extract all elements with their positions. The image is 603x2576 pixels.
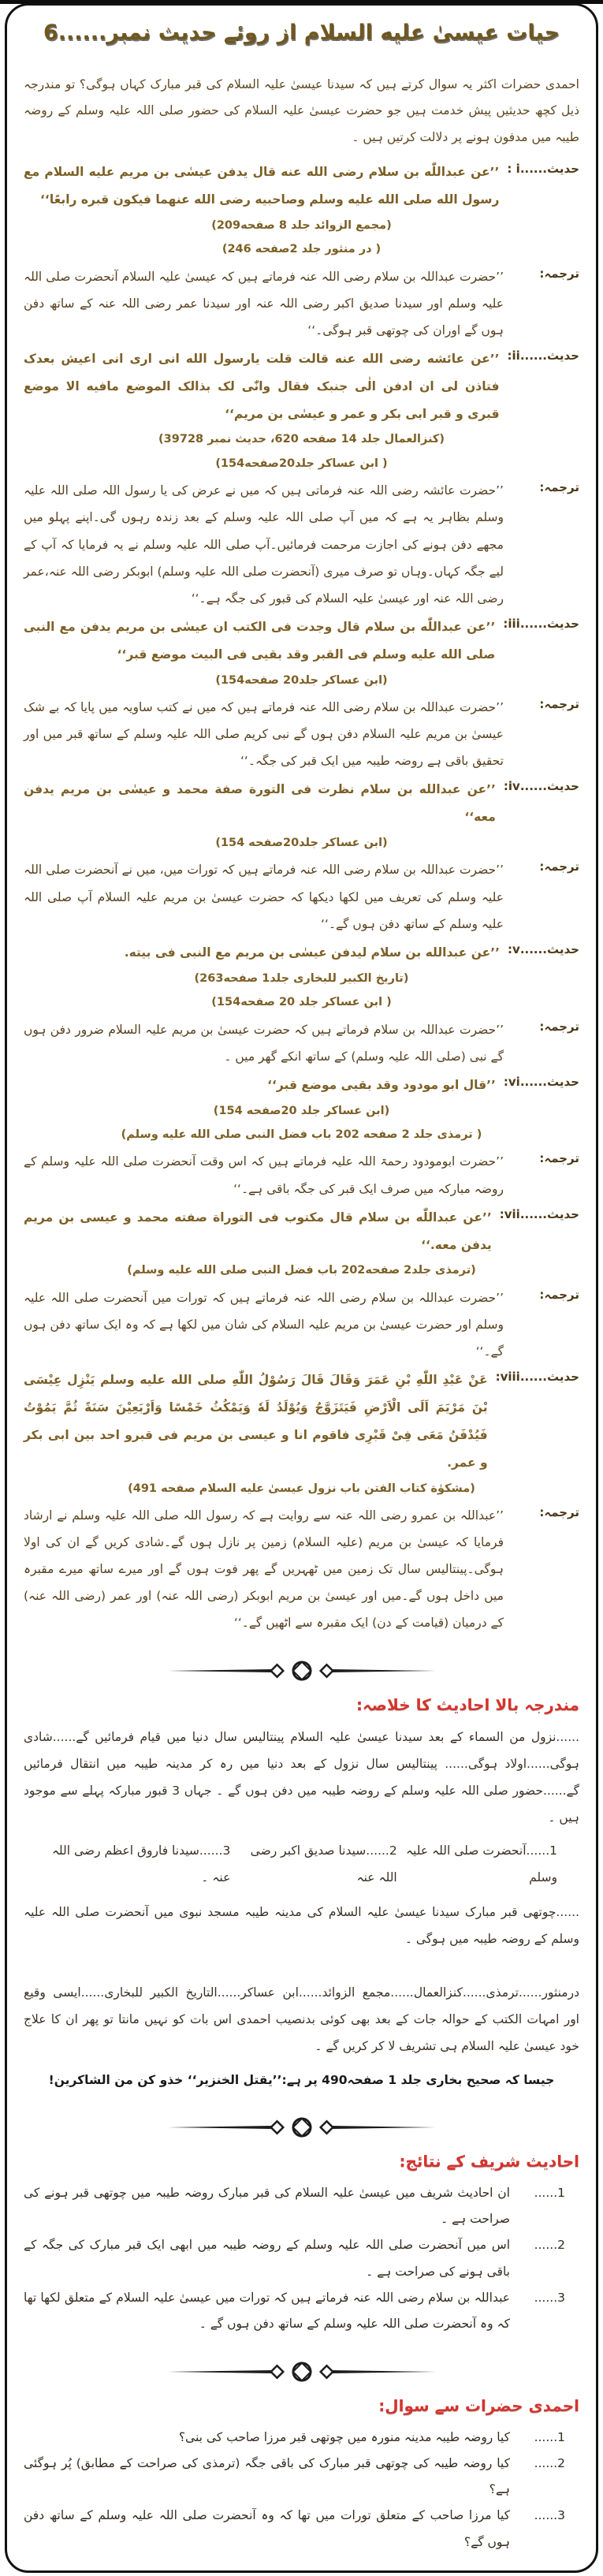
page-title: حيات عيسىٰ عليه السلام از روئے حديث نمبر......6 bbox=[43, 21, 560, 45]
hadith-block-2 bbox=[24, 345, 579, 612]
translation-label: ترجمہ: bbox=[539, 1287, 579, 1302]
hadith-arabic-text: ’’عن عبدالله بن سلام لیدفن عیسٰی بن مریم مع النبی فی بیته. bbox=[124, 945, 501, 960]
translation-text: ’’حضرت عبداللہ بن سلام رضی اللہ عنہ فرماتے ہیں کہ عیسیٰ علیہ السلام آنحضرت صلی اللہ علیہ وسلم اور سیدنا صدیق اکبر رضی اللہ عنہ اور سیدنا عمر رضی اللہ عنہ کے ساتھ دفن ہوں گے اوران کی چوتھی قبر ہوگی۔‘‘ bbox=[24, 269, 504, 337]
translation-row bbox=[24, 1148, 579, 1202]
hadith-row bbox=[24, 1204, 579, 1259]
hadith-arabic-text: عَنْ عَبْدِ اللّٰهِ بْنِ عَمَرَ وَقَالَ قَالَ رَسُوْلُ اللّٰهِ صلی الله علیه وسلم یَنْزِل عِیْسَی بْنَ مَرْیَمَ اَلَی الْاَرْضِ فَیَتَزَوَّجُ وَیُوْلَدُ لَهٗ وَیَمْکُثُ خَمْسًا وَاَرْبَعِیْنَ سَنَةً ثُمَّ یَمُوْتُ فَیُدْفَنُ مَعَی فِیْ قَبْرِی فاقوم انا و عیسی بن مریم فی قبرو احد بین ابی بکر و عمر. bbox=[24, 1373, 488, 1470]
hadith-reference: ( ترمذی جلد 2 صفحه 202 باب فضل النبی صلی الله علیه وسلم) bbox=[121, 1128, 482, 1141]
summary-paragraph-1: ......نزول من السماء کے بعد سیدنا عیسیٰ علیہ السلام پینتالیس سال دنیا میں قیام فرمائیں گے......شادی ہوگی......اولاد ہوگی...... پینتالیس سال نزول کے بعد دنیا میں رہ کر مدینہ طیبہ میں انتقال فرمائیں گے......حضور صلی اللہ علیہ وسلم کے روضہ طیبہ میں دفن ہوں گے ۔ جہاں 3 قبور مبارکہ پہلے سے موجود ہیں ۔ bbox=[24, 1729, 580, 1825]
translation-label: ترجمہ: bbox=[539, 1505, 579, 1520]
hadith-label: حدیث......iv: bbox=[503, 779, 579, 794]
hadith-reference: (ابن عساکر جلد20 صفحه154) bbox=[215, 673, 388, 687]
result-number: 3...... bbox=[534, 2290, 565, 2305]
question-item-2 bbox=[24, 2451, 579, 2503]
summary-heading: مندرجہ بالا احادیث کا خلاصہ: bbox=[355, 1694, 579, 1714]
results-heading: احادیث شریف کے نتائج: bbox=[399, 2151, 579, 2171]
hadith-row bbox=[24, 345, 579, 428]
spacer bbox=[24, 1959, 579, 1979]
translation-text: ’’حضرت عبداللہ بن سلام فرماتے ہیں کہ حضرت عیسیٰ بن مریم علیہ السلام ضرور دفن ہوں گے نبی (صلی اللہ علیہ وسلم) کے ساتھ انکے گھر میں ۔ bbox=[24, 1022, 504, 1064]
hadith-row bbox=[24, 776, 579, 831]
translation-label: ترجمہ: bbox=[539, 697, 579, 711]
translation-text: ’’حضرت عبداللہ بن سلام رضی اللہ عنہ فرماتے ہیں کہ تورات میں آنحضرت صلی اللہ علیہ وسلم اور حضرت عیسیٰ بن مریم علیہ السلام کی شان میں لکھا ہے کہ وہ ایک ساتھ دفن ہوں گے۔‘‘ bbox=[24, 1290, 504, 1359]
hadith-block-5 bbox=[24, 939, 579, 1070]
result-item-1 bbox=[24, 2180, 579, 2233]
tomb-item-1: 1......آنحضرت صلی اللہ علیہ وسلم bbox=[405, 1843, 557, 1884]
translation-row bbox=[24, 477, 579, 611]
hadith-row bbox=[24, 613, 579, 669]
translation-row bbox=[24, 694, 579, 774]
result-text: اس میں آنحضرت صلی اللہ علیہ وسلم کے روضہ طیبہ میں ابھی ایک قبر مبارک کی جگہ کے باقی ہونے کی صراحت ہے ۔ bbox=[24, 2238, 510, 2279]
three-tombs-line bbox=[24, 1837, 579, 1891]
hadith-block-8 bbox=[24, 1366, 579, 1636]
translation-label: ترجمہ: bbox=[539, 1019, 579, 1034]
question-item-1 bbox=[24, 2425, 579, 2451]
hadith-reference: (ترمذی جلد2 صفحه202 باب فضل النبی صلی الله علیه وسلم) bbox=[127, 1264, 476, 1277]
translation-text: ’’حضرت عبداللہ بن سلام رضی اللہ عنہ فرماتے ہیں کہ میں نے کتب ساویہ میں پایا کہ بے شک عیسیٰ بن مریم علیہ السلام دفن ہوں گے نبی کریم صلی اللہ علیہ وسلم کے ساتھ قبر میں اور تحقیق باقی ہے روضہ طیبہ میں ایک قبر کی جگہ۔‘‘ bbox=[24, 700, 504, 769]
divider-ornament-icon bbox=[168, 2114, 436, 2141]
hadith-label: حدیث......i : bbox=[507, 161, 579, 176]
section-divider bbox=[24, 2358, 579, 2385]
results-section bbox=[24, 2152, 579, 2338]
hadith-arabic-text: ’’عن عبداللّٰه بن سلام قال مکتوب فی التوراة صفته محمد و عیسی بن مریم یدفن معه.‘‘ bbox=[24, 1210, 492, 1252]
hadith-reference: ( ابن عساکر جلد 20 صفحه154) bbox=[211, 996, 392, 1009]
tomb-item-2: 2......سیدنا صدیق اکبر رضی اللہ عنہ bbox=[250, 1843, 397, 1884]
result-item-3 bbox=[24, 2285, 579, 2338]
hadith-block-3 bbox=[24, 613, 579, 774]
hadith-block-6 bbox=[24, 1072, 579, 1202]
intro-paragraph: احمدی حضرات اکثر یہ سوال کرتے ہیں کہ سیدنا عیسیٰ علیہ السلام کی قبر مبارک کہاں ہوگی؟ تو مندرجہ ذیل کچھ حدیثیں پیش خدمت ہیں جو حضرت عیسیٰ علیہ السلام کی حضور صلی اللہ علیہ وسلم کے روضہ طیبہ میں مدفون ہونے پر دلالت کرتیں ہیں ۔ bbox=[24, 77, 579, 144]
translation-text: ’’حضرت عبداللہ بن سلام رضی اللہ عنہ فرماتے ہیں کہ تورات میں، میں نے آنحضرت صلی اللہ علیہ وسلم کی تعریف میں لکھا دیکھا کہ حضرت عیسیٰ بن مریم علیہ السلام آپ صلی اللہ علیہ وسلم کے ساتھ دفن ہوں گے۔‘‘ bbox=[24, 863, 504, 931]
translation-text: ’’حضرت عائشہ رضی اللہ عنہ فرماتی ہیں کہ میں نے عرض کی یا رسول اللہ صلی اللہ علیہ وسلم بظاہر یہ ہے کہ میں آپ صلی اللہ علیہ وسلم کے بعد زندہ رہوں گی۔اپنے پہلو میں مجھے دفن ہونے کی اجازت مرحمت فرمائیں۔آپ صلی اللہ علیہ وسلم نے یہ فرمایا کہ آپ کے لیے جگہ کہاں۔وہاں تو صرف میری (آنحضرت صلی اللہ علیہ وسلم) ابوبکر رضی اللہ عنہ،عمر رضی اللہ عنہ اور عیسیٰ علیہ السلام کی قبور کی جگہ ہے۔‘‘ bbox=[24, 483, 504, 606]
question-number: 3...... bbox=[534, 2508, 565, 2523]
divider-ornament-icon bbox=[168, 1657, 436, 1684]
question-text: کیا روضہ طیبہ مدینہ منورہ میں چوتھی قبر مرزا صاحب کی بنی؟ bbox=[178, 2429, 510, 2444]
hadith-block-7 bbox=[24, 1204, 579, 1365]
translation-text: ’’حضرت ابومودود رحمۃ اللہ علیہ فرماتے ہیں کہ اس وقت آنحضرت صلی اللہ علیہ وسلم کے روضہ مبارکہ میں صرف ایک قبر کی جگہ باقی ہے۔‘‘ bbox=[24, 1154, 504, 1196]
translation-label: ترجمہ: bbox=[539, 859, 579, 874]
hadith-arabic-text: ’’عن عائشه رضی الله عنه قالت قلت یارسول الله انی اری انی اعیش بعدک فتاذن لی ان ادفن الٰی جنبک فقال وانّٰی لک بذالک الموضع مافیه الا موضع قبری و قبر ابی بکر و عمر و عیسٰی بن مریم‘‘ bbox=[24, 351, 500, 421]
result-number: 2...... bbox=[534, 2238, 565, 2253]
hadith-arabic-text: ’’قال ابو مودود وقد بقیی موضع قبر‘‘ bbox=[267, 1077, 496, 1092]
hadith-row bbox=[24, 1366, 579, 1477]
questions-section bbox=[24, 2396, 579, 2556]
hadith-label: حدیث......ii: bbox=[507, 348, 579, 363]
hadith-reference: ( ابن عساکر جلد20صفحه154) bbox=[215, 457, 388, 470]
section-divider bbox=[24, 1657, 579, 1684]
question-number: 1...... bbox=[534, 2429, 565, 2444]
hadith-block-4 bbox=[24, 776, 579, 937]
questions-heading: احمدی حضرات سے سوال: bbox=[378, 2395, 579, 2415]
hadith-block-1 bbox=[24, 158, 579, 344]
question-number: 2...... bbox=[534, 2455, 565, 2470]
hadith-row bbox=[24, 158, 579, 214]
hadith-row bbox=[24, 939, 579, 967]
translation-text: ’’عبداللہ بن عمرو رضی اللہ عنہ سے روایت ہے کہ رسول اللہ صلی اللہ علیہ وسلم نے ارشاد فرمایا کہ عیسیٰ بن مریم (علیہ السلام) زمین پر نازل ہوں گے۔شادی کریں گے ان کی اولا ہوگی۔پینتالیس سال تک زمین میں ٹھہریں گے پھر فوت ہوں گے اور میرے ساتھ میرے مقبرہ میں داخل ہوں گے۔میں اور عیسیٰ بن مریم ابوبکر (رضی اللہ عنہ) اور عمر (رضی اللہ عنہ) کے درمیان (قیامت کے دن) ایک مقبرہ سے اٹھیں گے۔‘‘ bbox=[24, 1508, 504, 1631]
question-text: کیا مرزا صاحب کے متعلق تورات میں تھا کہ وہ آنحضرت صلی اللہ علیہ وسلم کے ساتھ دفن ہوں گے؟ bbox=[24, 2508, 510, 2549]
translation-row bbox=[24, 1016, 579, 1070]
divider-ornament-icon bbox=[168, 2358, 436, 2385]
hadith-reference: (ابن عساکر جلد20صفحه 154) bbox=[215, 837, 388, 850]
result-number: 1...... bbox=[534, 2185, 565, 2200]
translation-row bbox=[24, 856, 579, 937]
hadith-reference: ( در منثور جلد 2صفحه 246) bbox=[221, 243, 382, 256]
section-divider bbox=[24, 2114, 579, 2141]
summary-section bbox=[24, 1695, 579, 2093]
summary-paragraph-3: درمنثور......ترمذی......کنزالعمال......مجمع الزوائد......ابن عساکر......التاریخ الکبیر للبخاری......ایسی وقیع اور امہات الکتب کے حوالہ جات کے بعد بھی کوئی بدنصیب احمدی اس بات کو نہیں مانتا تو پھر ان کا علاج خود عیسیٰ علیہ السلام ہی تشریف لا کر کریں گے ۔ bbox=[24, 1985, 579, 2054]
translation-label: ترجمہ: bbox=[539, 266, 579, 281]
hadith-reference: (تاریخ الکبیر للبخاری جلد1 صفحه263) bbox=[194, 971, 409, 985]
result-item-2 bbox=[24, 2232, 579, 2285]
hadith-arabic-text: ’’عن عبدالله بن سلام نظرت فی التورة صفة محمد و عیسٰی بن مریم یدفن معه‘‘ bbox=[24, 782, 496, 825]
question-item-3 bbox=[24, 2503, 579, 2555]
hadith-label: حدیث......vi: bbox=[503, 1074, 579, 1089]
tomb-item-3: 3......سیدنا فاروق اعظم رضی اللہ عنہ ۔ bbox=[51, 1843, 231, 1884]
hadith-arabic-text: ’’عن عبداللّٰه بن سلام رضی الله عنه قال یدفن عیسٰی بن مریم علیه السلام مع رسول الله صلی الله علیه وسلم وصاحبیه رضی الله عنهما فیکون قبره رابعًا‘‘ bbox=[24, 164, 500, 207]
hadith-row bbox=[24, 1072, 579, 1099]
hadith-reference: (کنزالعمال جلد 14 صفحه 620، حدیث نمبر 39728) bbox=[158, 433, 445, 446]
translation-row bbox=[24, 1502, 579, 1636]
hadith-label: حدیث......vii: bbox=[499, 1206, 579, 1221]
summary-paragraph-2: ......چوتھی قبر مبارک سیدنا عیسیٰ علیہ السلام کی مدینہ طیبہ مسجد نبوی میں آنحضرت صلی اللہ علیہ وسلم کے روضہ طیبہ میں ہوگی ۔ bbox=[24, 1905, 579, 1947]
question-text: کیا روضہ طیبہ کی چوتھی قبر مبارک کی باقی جگہ (ترمذی کی صراحت کے مطابق) پُر ہوگئی ہے؟ bbox=[24, 2455, 510, 2497]
result-text: عبداللہ بن سلام رضی اللہ عنہ فرماتے ہیں کہ تورات میں عیسیٰ علیہ السلام کے متعلق لکھا تھا کہ وہ آنحضرت صلی اللہ علیہ وسلم کے ساتھ دفن ہوں گے ۔ bbox=[24, 2290, 510, 2332]
hadith-label: حدیث......iii: bbox=[503, 616, 579, 631]
hadith-reference: (ابن عساکر جلد 20صفحه 154) bbox=[213, 1104, 390, 1117]
hadith-label: حدیث......viii: bbox=[495, 1370, 579, 1385]
hadith-arabic-text: ’’عن عبداللّٰه بن سلام قال وجدت فی الکتب ان عیسٰی بن مریم یدفن مع النبی صلی الله علیه وسلم فی القبر وقد بقیی فی البیت موضع قبر‘‘ bbox=[24, 619, 496, 662]
translation-row bbox=[24, 1284, 579, 1365]
summary-bukhari-line: جیسا کہ صحیح بخاری جلد 1 صفحہ490 پر ہے:’’یقتل الخنزیر‘‘ خذو کن من الشاکرین! bbox=[48, 2072, 555, 2087]
hadith-reference: (مجمع الزوائد جلد 8 صفحه209) bbox=[211, 218, 392, 232]
translation-label: ترجمہ: bbox=[539, 480, 579, 495]
hadith-reference: (مشکوٰة کتاب الفتن باب نزول عیسیٰ علیه السلام صفحه 491) bbox=[128, 1482, 475, 1495]
hadith-label: حدیث......v: bbox=[508, 941, 579, 956]
result-text: ان احادیث شریف میں عیسیٰ علیہ السلام کی قبر مبارک روضہ طیبہ میں چوتھی قبر ہونے کی صراحت ہے ۔ bbox=[24, 2185, 510, 2226]
translation-label: ترجمہ: bbox=[539, 1151, 579, 1166]
translation-row bbox=[24, 263, 579, 344]
